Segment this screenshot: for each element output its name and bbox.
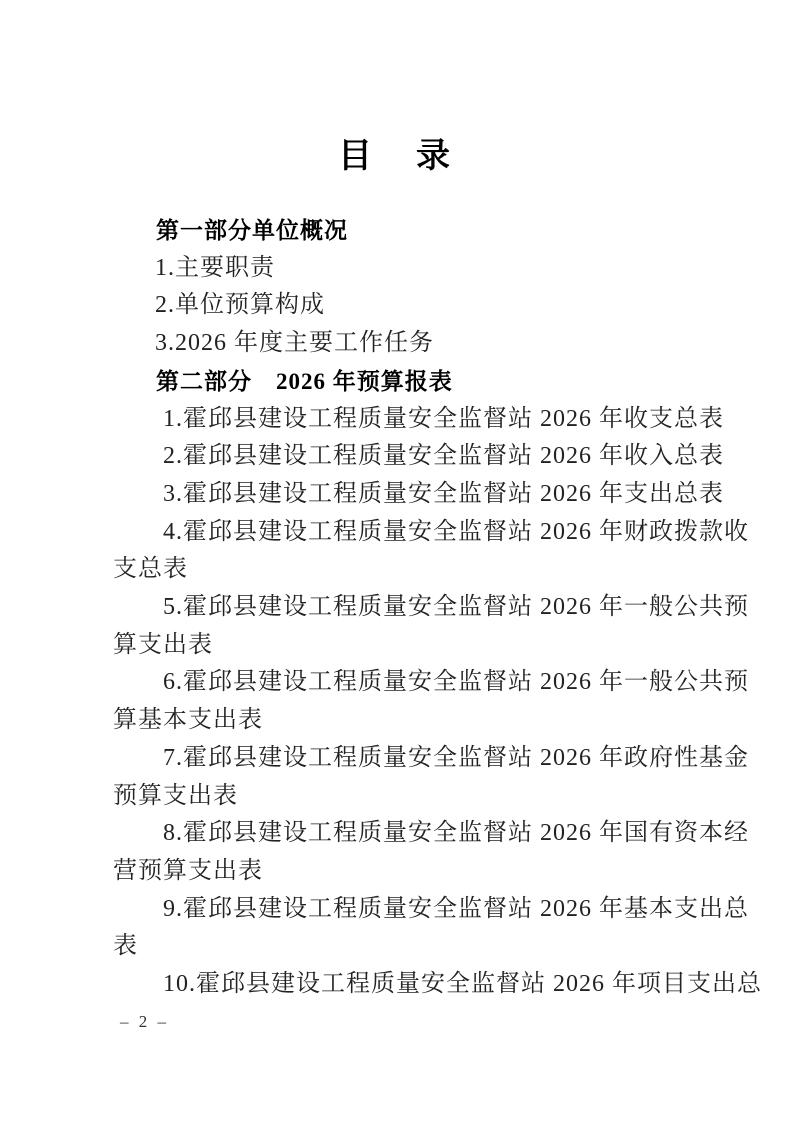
toc-entry-line: 2.单位预算构成	[155, 292, 325, 319]
toc-entry-line: 4.霍邱县建设工程质量安全监督站 2026 年财政拨款收	[163, 518, 749, 545]
toc-entry-line: 8.霍邱县建设工程质量安全监督站 2026 年国有资本经	[163, 820, 749, 847]
table-of-contents	[113, 212, 762, 1004]
toc-entry-line: 1.主要职责	[155, 254, 275, 281]
toc-section-heading: 第二部分 2026 年预算报表	[156, 368, 453, 394]
toc-entry-line: 表	[113, 933, 138, 960]
toc-entry-line: 算基本支出表	[113, 707, 263, 734]
toc-entry-line: 支总表	[113, 556, 188, 583]
toc-entry-line: 7.霍邱县建设工程质量安全监督站 2026 年政府性基金	[163, 744, 749, 771]
toc-entry-line: 1.霍邱县建设工程质量安全监督站 2026 年收支总表	[163, 405, 724, 432]
toc-entry-line: 3.霍邱县建设工程质量安全监督站 2026 年支出总表	[163, 480, 724, 507]
page-number: – 2 –	[120, 1012, 169, 1031]
toc-entry-line: 9.霍邱县建设工程质量安全监督站 2026 年基本支出总	[163, 895, 749, 922]
toc-entry-line: 营预算支出表	[113, 857, 263, 884]
toc-entry-line: 预算支出表	[113, 782, 238, 809]
toc-entry-line: 2.霍邱县建设工程质量安全监督站 2026 年收入总表	[163, 443, 724, 470]
toc-section-heading: 第一部分单位概况	[156, 218, 348, 243]
toc-entry-line: 5.霍邱县建设工程质量安全监督站 2026 年一般公共预	[163, 594, 749, 621]
toc-entry-line: 10.霍邱县建设工程质量安全监督站 2026 年项目支出总	[163, 971, 762, 998]
page-title: 目 录	[338, 138, 455, 175]
toc-entry-line: 算支出表	[113, 631, 213, 658]
toc-entry-line: 6.霍邱县建设工程质量安全监督站 2026 年一般公共预	[163, 669, 749, 696]
toc-entry-line: 3.2026 年度主要工作任务	[155, 330, 434, 357]
